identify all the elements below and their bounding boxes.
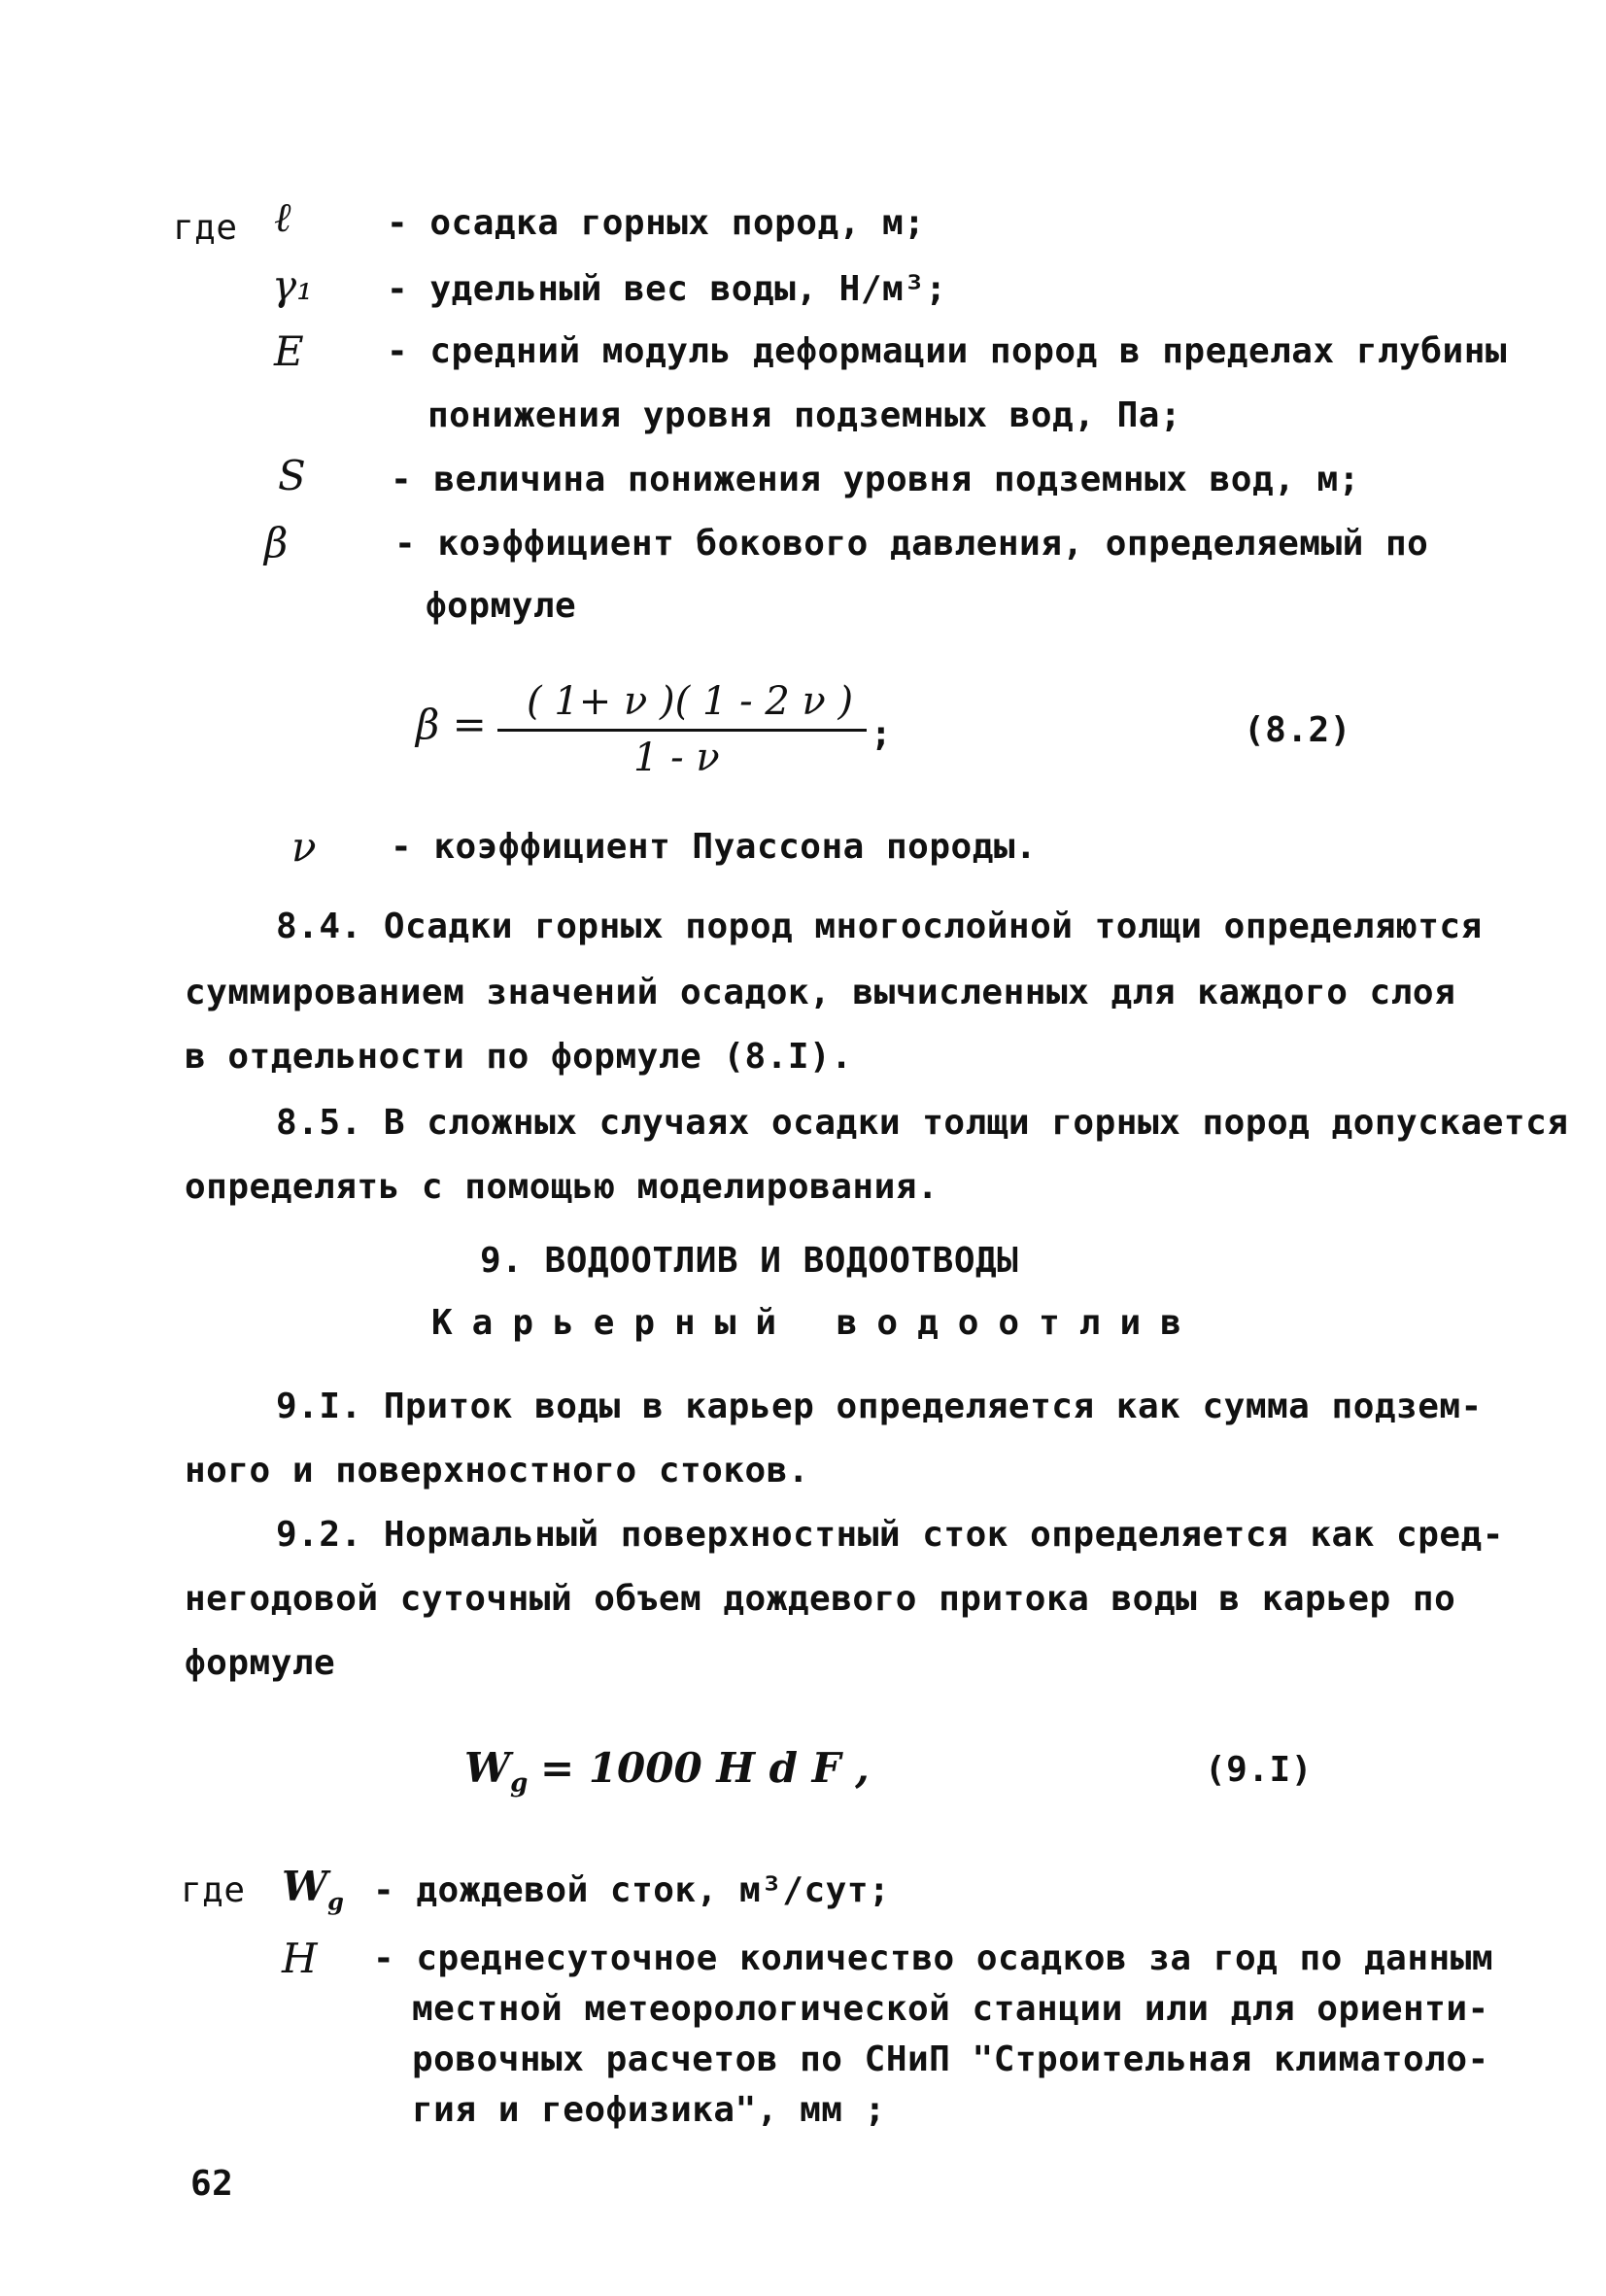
formula-9-1-lhs-symbol: W (464, 1744, 511, 1792)
para-9-1-line1: 9.I. Приток воды в карьер определяется как сумма подзем- (276, 1387, 1483, 1426)
where-label: где (173, 208, 238, 248)
formula-9-1-lhs (464, 1745, 528, 1806)
formula-9-1-number: (9.I) (1205, 1750, 1313, 1790)
para-8-4-line2: суммированием значений осадок, вычисленных для каждого слоя (185, 973, 1456, 1012)
definition-unit-weight: - удельный вес воды, Н/м³; (387, 269, 947, 309)
definition-precip-line3: ровочных расчетов по СНиП "Строительная климатоло- (412, 2039, 1489, 2079)
subsection-title: Карьерный водоотлив (431, 1303, 1201, 1343)
formula-8-2-lhs: β = (416, 701, 487, 748)
definition-precip-line4: гия и геофизика", мм ; (412, 2090, 886, 2130)
formula-8-2-numerator: ( 1+ ν )( 1 - 2 ν ) (527, 679, 854, 724)
para-8-4-line1: 8.4. Осадки горных пород многослойной толщи определяются (276, 907, 1483, 946)
section-title: 9. ВОДООТЛИВ И ВОДООТВОДЫ (480, 1241, 1019, 1281)
definition-drawdown: - величина понижения уровня подземных вод, м; (391, 460, 1360, 499)
definition-formula-word: формуле (426, 586, 577, 626)
definition-precip-line1: - среднесуточное количество осадков за год по данным (373, 1938, 1494, 1978)
para-8-5-line1: 8.5. В сложных случаях осадки толщи горных пород допускается (276, 1103, 1569, 1143)
formula-8-2-denominator: 1 - ν (633, 736, 720, 780)
symbol-e: E (274, 327, 304, 375)
formula-9-1-lhs-subscript: g (510, 1768, 529, 1799)
definition-precip-line2: местной метеорологической станции или для ориенти- (412, 1989, 1489, 2029)
symbol-nu: ν (291, 823, 317, 871)
definition-poisson: - коэффициент Пуассона породы. (391, 827, 1038, 867)
para-9-2-line2: негодовой суточный объем дождевого притока воды в карьер по (185, 1579, 1456, 1619)
fraction-bar (497, 729, 867, 732)
definition-settlement: - осадка горных пород, м; (387, 203, 926, 243)
formula-8-2-fraction (497, 680, 867, 787)
symbol-wg (282, 1864, 344, 1925)
para-8-4-line3: в отдельности по формуле (8.I). (185, 1037, 853, 1077)
para-9-2-line3: формуле (185, 1643, 336, 1683)
formula-9-1-rhs: = 1000 H d F , (540, 1744, 870, 1792)
definition-lateral-pressure: - коэффициент бокового давления, определяемый по (394, 524, 1429, 564)
definition-modulus-line2: понижения уровня подземных вод, Па; (427, 395, 1182, 435)
symbol-l: ℓ (274, 193, 291, 241)
formula-8-2-number: (8.2) (1244, 710, 1351, 750)
definition-modulus-line1: - средний модуль деформации пород в пределах глубины (387, 331, 1508, 371)
definition-rain-runoff: - дождевой сток, м³/сут; (373, 1870, 891, 1910)
para-9-2-line1: 9.2. Нормальный поверхностный сток определяется как сред- (276, 1515, 1504, 1555)
symbol-wg-subscript: g (327, 1887, 344, 1916)
symbol-beta: β (264, 519, 289, 566)
para-8-5-line2: определять с помощью моделирования. (185, 1167, 940, 1207)
where-label-2: где (181, 1870, 246, 1910)
formula-8-2-semicolon: ; (871, 714, 893, 754)
symbol-h: H (282, 1935, 318, 1982)
para-9-1-line2: ного и поверхностного стоков. (185, 1451, 810, 1491)
symbol-wg-letter: W (282, 1863, 328, 1910)
symbol-gamma: γ₁ (272, 261, 313, 309)
symbol-s: S (278, 452, 306, 499)
page-number: 62 (190, 2164, 234, 2204)
